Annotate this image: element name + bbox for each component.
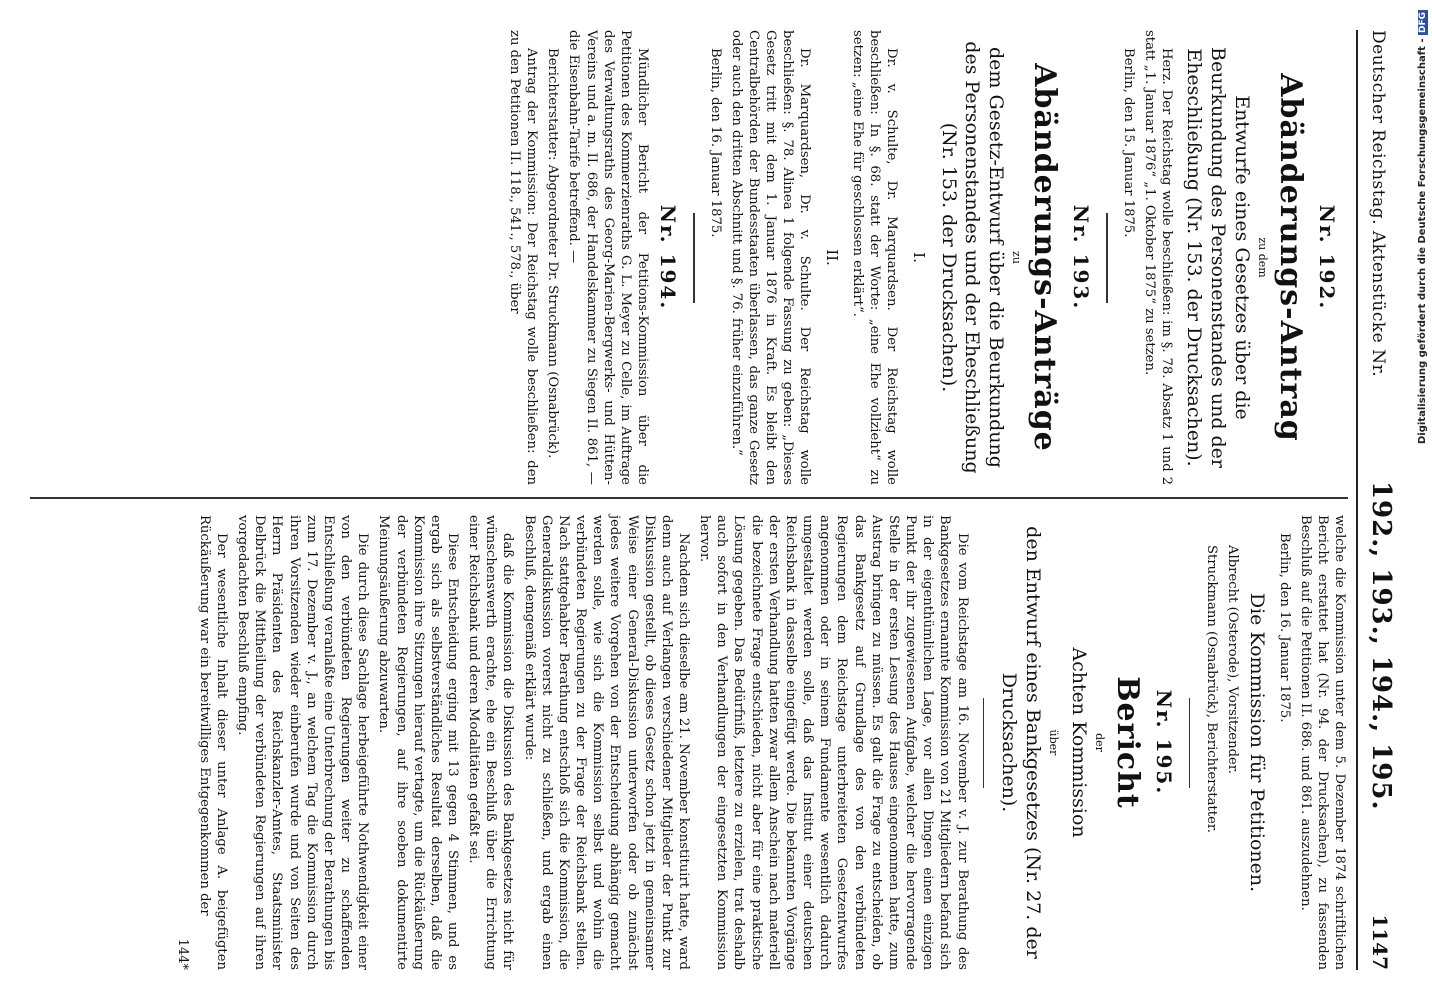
para-194-a: Mündlicher Bericht der Petitions-Kommission über die Petitionen des Kommerzienraths G. L. Meyer zu Celle, im Auftrage des Verwaltungsraths des Georg-Marien-Bergwerks- und Hütten-Vereins und a. m. II. 686, der Handelskammer zu Siegen II. 861, — die Eisenbahn-Tarife betreffend. — <box>566 30 651 485</box>
para-195-c: daß die Kommission die Diskussion des Bankgesetzes nicht für wünschenswerth erachte, ehe ein Beschluß über die Errichtung einer Reichsbank und deren Modalitäten gefaßt sei. <box>466 515 516 970</box>
subtitle-195: den Entwurf eines Bankgesetzes (Nr. 27. der Drucksachen). <box>997 526 1044 959</box>
header-left: Deutscher Reichstag. Aktenstücke Nr. <box>1368 30 1388 378</box>
digitization-credit <box>1417 10 1428 444</box>
para-193-b: Dr. Marquardsen, Dr. v. Schulte. Der Reichstag wolle beschließen: §. 78. Alinea 1 folgende Fassung zu geben: „Dieses Gesetz tritt mit dem 1. Januar 1876 in Kraft. Es bleibt den Centralbehörden der Bundesstaaten überlassen, das ganze Gesetz oder auch den dritten Abschnitt und §. 76. früher einzuführen.“ <box>728 30 813 485</box>
roman-1: I. <box>909 252 928 263</box>
roman-2: II. <box>822 249 841 266</box>
header-numbers: 192., 193., 194., 195. <box>1366 480 1396 811</box>
der: der <box>1092 733 1106 752</box>
divider <box>983 698 985 788</box>
signature-1: Albrecht (Osterode), Vorsitzender. <box>1224 545 1240 774</box>
column-divider <box>30 497 1348 499</box>
para-195-d: Diese Entscheidung erging mit 13 gegen 4 Stimmen, und es ergab sich als selbstverständliches Resultat derselben, daß die Kommission ihre Sitzungen hierauf vertagte, um die Rückäußerung der verbündeten Regierungen, auf ihre soeben dokumentirte Meinungsäußerung abzuwarten. <box>376 515 460 970</box>
commission-name: Die Kommission für Petitionen. <box>1246 592 1269 893</box>
para-194-b: Berichterstatter: Abgeordneter Dr. Struckmann (Osnabrück). <box>545 48 561 459</box>
para-193-a: Dr. v. Schulte, Dr. Marquardsen. Der Reichstag wolle beschließen: In §. 68. statt der Worte: „eine Ehe vollzieht“ zu setzen: „eine Ehe für geschlossen erklärt“. <box>850 30 900 485</box>
signature-2: Struckmann (Osnabrück), Berichterstatter. <box>1203 545 1219 833</box>
para-194-e: Berlin, den 16. Januar 1875. <box>1276 533 1292 723</box>
heading-nr-192: Nr. 192. <box>1315 204 1339 311</box>
para-195-e: Die durch diese Sachlage herbeigeführte Nothwendigkeit einer von den verbündeten Regierungen weiter zu schaffenden Entschließung veranlaßte eine Unterbrechung der Berathungen bis zum 17. Dezember v. J., an welchem Tag die Kommission durch ihren Vorsitzenden wieder einberufen wurde und von Seiten des Herrn Präsidenten des Reichskanzler-Amtes, Staatsminister Delbrück die Mittheilung der verbündeten Regierungen auf ihren vorgedachten Beschluß empfing. <box>235 515 371 970</box>
para-194-c: Antrag der Kommission: Der Reichstag wolle beschließen: den zu den Petitionen II. 118., 541., 578., über <box>506 30 540 485</box>
right-column <box>10 515 1348 970</box>
heading-nr-195: Nr. 195. <box>1151 689 1176 796</box>
header-rule <box>1356 30 1358 970</box>
title-193: Abänderungs-Anträge <box>1027 63 1063 452</box>
credit-text: Digitalisierung gefördert durch die Deutsche Forschungsgemeinschaft - <box>1417 38 1428 445</box>
page-header <box>1362 30 1396 970</box>
title-195: Bericht <box>1109 676 1145 809</box>
divider <box>1106 213 1108 303</box>
divider <box>693 213 695 303</box>
heading-nr-193: Nr. 193. <box>1069 204 1094 311</box>
zu-dem: zu dem <box>1256 237 1269 278</box>
para-192-a: Herz. Der Reichstag wolle beschließen: im §. 78. Absatz 1 und 2 statt „1. Januar 1876“ „1. Oktober 1875“ zu setzen. <box>1142 30 1175 485</box>
divider <box>1189 698 1191 788</box>
ueber: über <box>1046 729 1060 756</box>
para-193-c: Berlin, den 16. Januar 1875. <box>707 48 723 238</box>
subtitle-192: Entwurfe eines Gesetzes über die Beurkundung des Personenstandes und der Eheschließung (Nr. 153. der Drucksachen). <box>1183 46 1253 469</box>
page-number: 1147 <box>1368 914 1392 970</box>
para-192-b: Berlin, den 15. Januar 1875. <box>1121 48 1137 238</box>
zu: zu <box>1010 251 1024 264</box>
achten-kommission: Achten Kommission <box>1067 647 1090 838</box>
para-195-b: Nachdem sich dieselbe am 21. November konstituirt hatte, ward denn auch auf Verlangen verschiedener Mitglieder der Punkt zur Diskussion gestellt, ob dieses Gesetz schon jetzt in gemeinsamer Weise einer General-Diskussion unterworfen oder ob zunächst jedes weitere Vorgehen von der Entscheidung abhängig gemacht werden solle, wie sich die Kommission selbst und wohin die verbündeten Regierungen zu der Frage der Reichsbank stellen. Nach stattgehabter Berathung entschloß sich die Kommission, die Generaldiskussion vorerst nicht zu schließen, und ergab einen Beschluß, demgemäß erklärt wurde: <box>521 515 692 970</box>
title-192: Abänderungs-Antrag <box>1273 73 1308 442</box>
para-195-f: Der wesentliche Inhalt dieser unter Anlage A. beigefügten Rückäußerung war ein bereitwilliges Entgegenkommen der <box>196 515 229 970</box>
dfg-badge: DFG <box>1418 12 1428 34</box>
left-column <box>10 30 1348 485</box>
signature-mark: 144* <box>174 938 190 970</box>
heading-nr-194: Nr. 194. <box>656 204 681 311</box>
subtitle-193: dem Gesetz-Entwurf über die Beurkundung des Personenstandes und der Eheschließung (Nr. 153. der Drucksachen). <box>937 41 1008 474</box>
para-195-a: Die vom Reichstage am 16. November v. J. zur Berathung des Bankgesetzes ernannte Kommission von 21 Mitgliedern befand sich in der eigenthümlichen Lage, vor allen Dingen einen einzigen Punkt der ihr zugewiesenen Aufgabe, welcher die hervorragende Stelle in der ersten Lesung des Hauses eingenommen hatte, zum Austrag bringen zu müssen. Es galt die Frage zu entscheiden, ob das Bankgesetz auf Grundlage des von den verbündeten Regierungen dem Reichstage unterbreiteten Gesetzentwurfes angenommen oder in seinem Fundamente wesentlich dadurch umgestaltet werden solle, daß das Institut einer deutschen Reichsbank in dasselbe eingefügt werde. Die bekannten Vorgänge der ersten Verhandlung hatten zwar allem Anschein nach materiell die bezeichnete Frage entschieden, nicht aber für eine praktische Lösung gegeben. Das Bedürfniß, letztere zu erzielen, trat deshalb auch sofort in den Verhandlungen der eingesetzten Kommission hervor. <box>697 515 970 970</box>
para-194-d: welche die Kommission unter dem 5. Dezember 1874 schriftlichen Bericht erstattet hat (Nr. 94. der Drucksachen), zu fassenden Beschluß auf die Petitionen II. 686. und 861. auszudehnen. <box>1297 515 1347 970</box>
